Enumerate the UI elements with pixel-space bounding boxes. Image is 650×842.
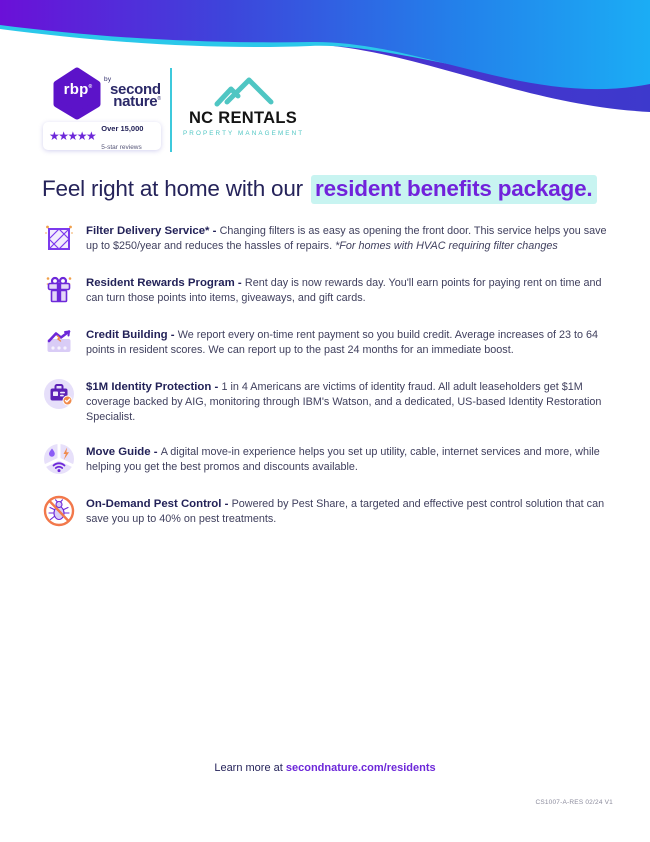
benefit-title: On-Demand Pest Control - [86, 497, 232, 510]
benefit-title: Credit Building - [86, 329, 178, 341]
benefit-title: $1M Identity Protection - [86, 381, 222, 393]
benefit-text [86, 378, 614, 424]
no-pest-icon [42, 494, 76, 528]
reviews-caption: 5-star reviews [101, 144, 142, 151]
rbp-registered-mark: ® [88, 84, 93, 90]
benefit-row-rewards [42, 274, 614, 307]
footer-link[interactable]: secondnature.com/residents [285, 762, 436, 774]
benefit-description: We report every on-time rent payment so you build credit. Average increases of 23 to 64 points in resident scores. We can report up to the past 24 months for an immediate boost. [86, 329, 599, 357]
benefit-description: 1 in 4 Americans are victims of identity fraud. All adult leaseholders get $1M coverage backed by AIG, monitoring through IBM's Watson, and a dedicated, US-based Identity Restoration Specialist. [86, 381, 602, 423]
air-filter-icon [42, 221, 76, 255]
headline-highlight: resident benefits package. [311, 175, 597, 204]
benefit-title: Move Guide - [86, 445, 161, 458]
benefit-text [86, 443, 614, 475]
benefit-text [86, 222, 614, 254]
benefit-row-credit [42, 326, 614, 359]
benefit-text [86, 495, 614, 527]
rbp-logo [48, 64, 106, 122]
benefit-title: Filter Delivery Service* - [86, 225, 220, 237]
benefits-list [42, 222, 614, 528]
benefit-title: Resident Rewards Program - [86, 277, 245, 289]
brand-name-line1: second [110, 80, 161, 98]
page-title [42, 176, 622, 202]
benefit-footnote: *For homes with HVAC requiring filter changes [335, 240, 558, 253]
footer-prefix: Learn more at [214, 762, 286, 774]
second-nature-wordmark [104, 75, 161, 111]
reviews-badge [43, 122, 161, 150]
reviews-count: Over 15,000 [101, 124, 144, 134]
partner-name: NC RENTALS [188, 109, 298, 127]
gift-icon [42, 273, 76, 307]
five-stars-icon: ★★★★★ [49, 129, 96, 143]
brand-registered-mark: ® [157, 96, 161, 103]
roof-icon [211, 72, 275, 108]
rbp-wordmark: rbp® [63, 81, 93, 98]
headline-prefix: Feel right at home with our [42, 176, 303, 201]
brand-name-line2: nature [113, 93, 158, 111]
footer-learn-more [0, 762, 650, 774]
benefit-text [86, 326, 614, 358]
benefit-description: A digital move-in experience helps you set up utility, cable, internet services and more, while helping you get the best promos and discounts available. [86, 445, 600, 474]
benefit-row-pest-control [42, 495, 614, 528]
partner-tagline: PROPERTY MANAGEMENT [183, 130, 305, 137]
document-code: CS1007-A-RES 02/24 V1 [535, 799, 613, 806]
benefit-row-move-guide [42, 443, 614, 476]
benefit-description: Powered by Pest Share, a targeted and effective pest control solution that can save you up to 40% on pest treatments. [86, 497, 605, 526]
partner-logo-block [183, 72, 303, 137]
benefit-text [86, 274, 614, 306]
credit-chart-icon [42, 325, 76, 359]
benefit-row-filter-delivery [42, 222, 614, 255]
rbp-brand-block [48, 64, 168, 151]
utilities-circle-icon [42, 442, 76, 476]
logo-divider [170, 68, 172, 152]
benefit-description: Changing filters is as easy as opening the front door. This service helps you save up to $250/year and reduces the hassles of repairs. [86, 225, 607, 253]
benefit-row-identity [42, 378, 614, 424]
by-label: by [104, 75, 112, 83]
identity-badge-icon [42, 377, 76, 411]
benefit-description: Rent day is now rewards day. You'll earn points for paying rent on time and can turn those points into items, giveaways, and gift cards. [86, 277, 602, 305]
